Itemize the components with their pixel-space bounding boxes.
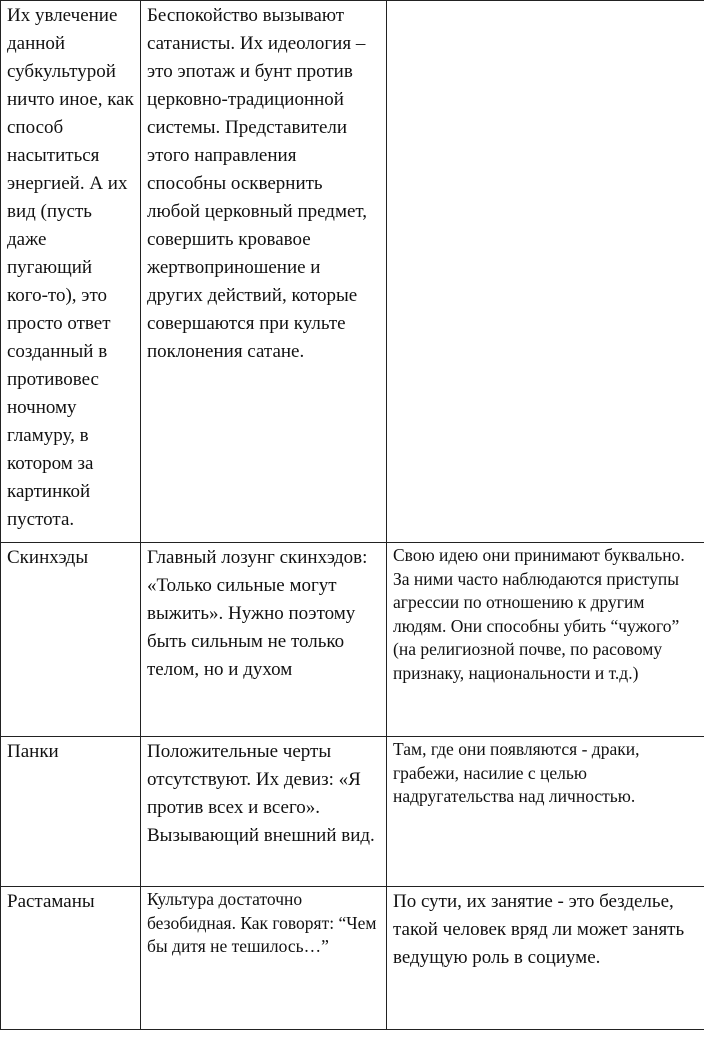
table-cell-consequences	[387, 887, 704, 1030]
table-cell-description	[1, 1, 141, 543]
table-cell-consequences	[387, 737, 704, 887]
table-cell-features	[141, 543, 387, 737]
cell-text: Главный лозунг скинхэдов: «Только сильные могут выжить». Нужно поэтому быть сильным не только телом, но и духом	[147, 547, 368, 680]
cell-text: По сути, их занятие - это безделье, такой человек вряд ли может занять ведущую роль в социуме.	[393, 891, 685, 968]
table-cell-subculture-name	[1, 737, 141, 887]
cell-text: Панки	[7, 741, 59, 762]
table-cell-features	[141, 737, 387, 887]
cell-text: Беспокойство вызывают сатанисты. Их идеология – это эпотаж и бунт против церковно-традиционной системы. Представители этого направления способны осквернить любой церковный предмет, совершить кровавое жертвоприношение и других действий, которые совершаются при культе поклонения сатане.	[147, 5, 368, 362]
table-row	[1, 543, 704, 737]
table-row	[1, 887, 704, 1030]
table-cell-subculture-name	[1, 887, 141, 1030]
table-cell-features	[141, 1, 387, 543]
cell-text: Скинхэды	[7, 547, 89, 568]
table-cell-features	[141, 887, 387, 1030]
table-cell-consequences	[387, 543, 704, 737]
cell-text: Свою идею они принимают буквально. За ними часто наблюдаются приступы агрессии по отношению к другим людям. Они способны убить “чужого” (на религиозной почве, по расовому признаку, национальности и т.д.)	[393, 545, 685, 683]
cell-text: Растаманы	[7, 891, 95, 912]
table-row	[1, 1, 704, 543]
table-cell-subculture-name	[1, 543, 141, 737]
cell-text: Там, где они появляются - драки, грабежи, насилие с целью надругательства над личностью.	[393, 739, 640, 806]
cell-text: Положительные черты отсутствуют. Их девиз: «Я против всех и всего». Вызывающий внешний вид.	[147, 741, 375, 846]
table-row	[1, 737, 704, 887]
cell-text: Их увлечение данной субкультурой ничто иное, как способ насытиться энергией. А их вид (пусть даже пугающий кого-то), это просто ответ созданный в противовес ночному гламуру, в котором за картинкой пустота.	[7, 5, 134, 530]
table-cell-consequences	[387, 1, 704, 543]
cell-text: Культура достаточно безобидная. Как говорят: “Чем бы дитя не тешилось…”	[147, 889, 377, 956]
